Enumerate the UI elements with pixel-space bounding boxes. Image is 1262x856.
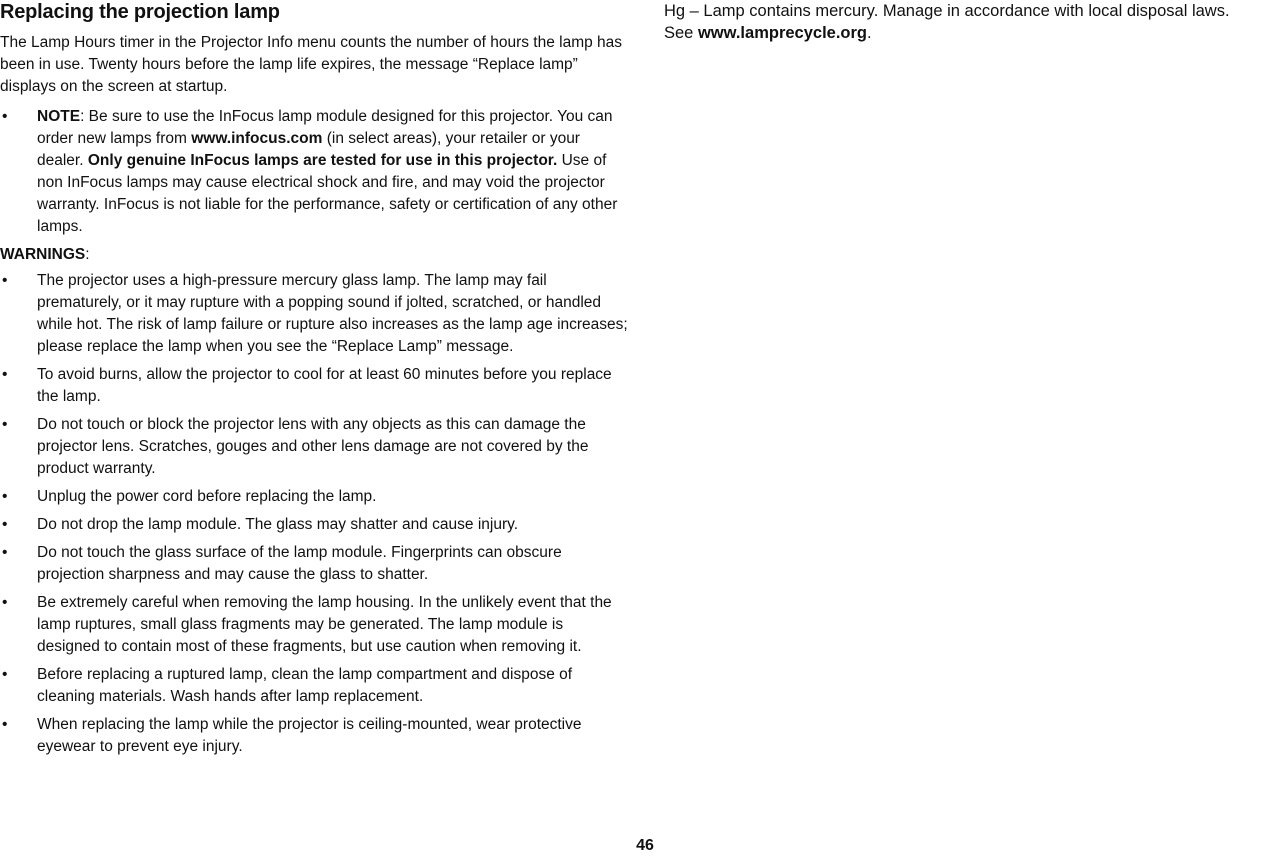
page-title: Replacing the projection lamp <box>0 1 280 23</box>
intro-paragraph: The Lamp Hours timer in the Projector Info menu counts the number of hours the lamp has been in use. Twenty hours before the lamp life expires, the message “Replace lamp” displays on the screen at startup. <box>0 34 623 95</box>
note-item <box>0 106 628 238</box>
list-item <box>0 486 628 508</box>
warnings-list <box>0 270 628 758</box>
note-text: Use of non InFocus lamps may cause electrical shock and fire, and may void the projector warranty. InFocus is not liable for the performance, safety or certification of any other lamps. <box>37 152 618 235</box>
warning-text: Do not touch or block the projector lens with any objects as this can damage the projector lens. Scratches, gouges and other lens damage are not covered by the product warranty. <box>37 416 589 477</box>
bullet-icon: • <box>2 488 8 505</box>
bullet-icon: • <box>2 366 8 383</box>
list-item <box>0 414 628 480</box>
mercury-notice <box>664 0 1260 44</box>
bullet-icon: • <box>2 666 8 683</box>
list-item <box>0 364 628 408</box>
bullet-icon: • <box>2 594 8 611</box>
bullet-icon: • <box>2 516 8 533</box>
bullet-icon: • <box>2 272 8 289</box>
note-text: : Be sure to use the InFocus lamp module designed for this projector. You can order new lamps from <box>37 108 613 147</box>
warning-text: Do not touch the glass surface of the lamp module. Fingerprints can obscure projection sharpness and may cause the glass to shatter. <box>37 544 562 583</box>
warnings-colon: : <box>85 246 90 263</box>
warning-text: Before replacing a ruptured lamp, clean the lamp compartment and dispose of cleaning materials. Wash hands after lamp replacement. <box>37 666 573 705</box>
warning-text: Be extremely careful when removing the lamp housing. In the unlikely event that the lamp ruptures, small glass fragments may be generated. The lamp module is designed to contain most of these fragments, but use caution when removing it. <box>37 594 612 655</box>
warning-text: The projector uses a high-pressure mercury glass lamp. The lamp may fail prematurely, or it may rupture with a popping sound if jolted, scratched, or handled while hot. The risk of lamp failure or rupture also increases as the lamp age increases; please replace the lamp when you see the “Replace Lamp” message. <box>37 272 628 355</box>
mercury-text: Hg – Lamp contains mercury. Manage in accordance with local disposal laws. See <box>664 2 1230 42</box>
warning-text: Unplug the power cord before replacing the lamp. <box>37 488 377 505</box>
list-item <box>0 664 628 708</box>
bullet-icon: • <box>2 108 8 125</box>
mercury-text-end: . <box>867 24 872 42</box>
list-item <box>0 592 628 658</box>
note-text: (in select areas), your retailer or your dealer. <box>37 130 580 169</box>
warnings-heading <box>0 244 628 266</box>
left-column <box>0 0 628 764</box>
warning-text: When replacing the lamp while the projector is ceiling-mounted, wear protective eyewear to prevent eye injury. <box>37 716 582 755</box>
lamprecycle-link[interactable]: www.lamprecycle.org <box>697 24 867 42</box>
bullet-icon: • <box>2 416 8 433</box>
list-item <box>0 270 628 358</box>
page-number: 46 <box>636 837 654 854</box>
warnings-label: WARNINGS <box>0 246 86 263</box>
warning-text: Do not drop the lamp module. The glass may shatter and cause injury. <box>37 516 519 533</box>
list-item <box>0 542 628 586</box>
note-label: NOTE <box>37 108 81 125</box>
right-column <box>664 0 1260 44</box>
list-item <box>0 514 628 536</box>
infocus-link[interactable]: www.infocus.com <box>191 130 323 147</box>
bullet-icon: • <box>2 544 8 561</box>
list-item <box>0 714 628 758</box>
warning-text: To avoid burns, allow the projector to cool for at least 60 minutes before you replace the lamp. <box>37 366 612 405</box>
note-emphasis: Only genuine InFocus lamps are tested for use in this projector. <box>87 152 558 169</box>
bullet-icon: • <box>2 716 8 733</box>
